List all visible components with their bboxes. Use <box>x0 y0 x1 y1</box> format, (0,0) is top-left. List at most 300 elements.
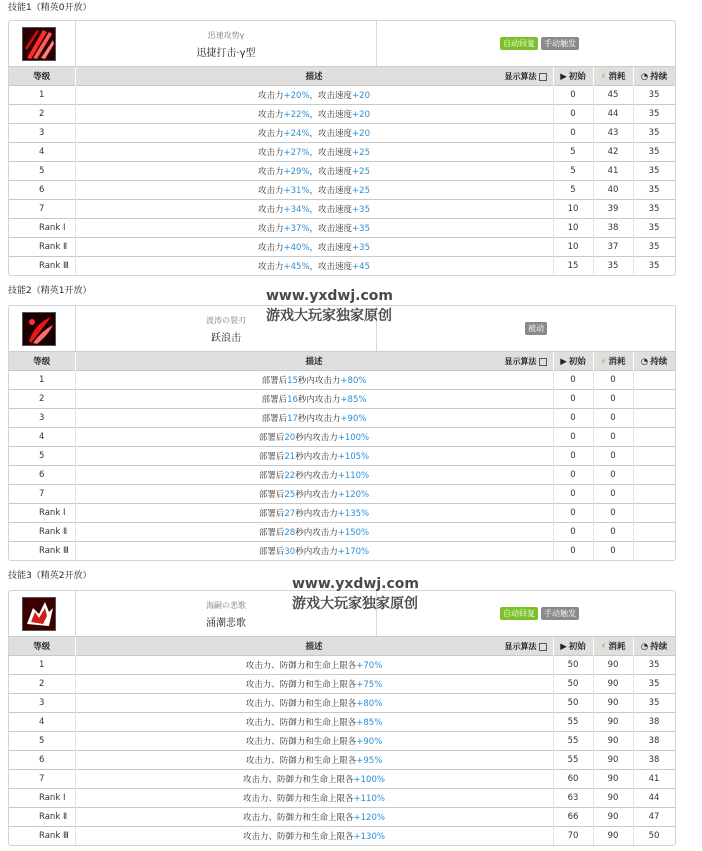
table-row <box>9 371 675 390</box>
skill-icon-cell <box>9 21 76 66</box>
value-highlight: 20 <box>284 433 296 443</box>
cost-cell: 90 <box>593 827 633 846</box>
value-highlight: 25 <box>284 490 296 500</box>
description-cell <box>75 200 553 219</box>
sea-beast-icon <box>22 597 56 631</box>
cost-cell: 0 <box>593 542 633 561</box>
column-init-label: 初始 <box>568 72 586 82</box>
description-text: 秒内攻击力 <box>295 471 338 481</box>
description-text: 攻击力、防御力和生命上限各 <box>245 661 357 671</box>
column-duration <box>633 352 675 371</box>
value-highlight: +24% <box>283 129 310 139</box>
dur-cell <box>633 447 675 466</box>
column-init <box>553 67 593 86</box>
description-cell <box>75 371 553 390</box>
cost-cell: 90 <box>593 789 633 808</box>
level-cell: 5 <box>9 732 75 751</box>
skill-header <box>9 21 675 67</box>
value-highlight: +34% <box>283 205 310 215</box>
description-cell <box>75 181 553 200</box>
dur-cell <box>633 466 675 485</box>
description-text: 秒内攻击力 <box>297 414 341 424</box>
description-cell <box>75 732 553 751</box>
dur-cell: 41 <box>633 770 675 789</box>
skill-table <box>9 352 676 560</box>
description-text: 秒内攻击力 <box>295 528 338 538</box>
value-highlight: +130% <box>353 832 385 842</box>
value-highlight: +120% <box>337 490 370 500</box>
description-text: 秒内攻击力 <box>295 433 338 443</box>
description-text: ，攻击速度 <box>309 186 353 196</box>
column-desc-label: 描述 <box>305 357 323 367</box>
table-row <box>9 656 675 675</box>
init-cell: 55 <box>553 713 593 732</box>
level-cell: 2 <box>9 675 75 694</box>
init-cell: 50 <box>553 694 593 713</box>
description-text: 攻击力 <box>258 129 284 139</box>
level-cell: Rank Ⅲ <box>9 827 75 846</box>
column-duration <box>633 637 675 656</box>
level-cell: Rank Ⅰ <box>9 789 75 808</box>
level-cell: Rank Ⅱ <box>9 808 75 827</box>
column-cost-label: 消耗 <box>608 72 626 82</box>
description-cell <box>75 694 553 713</box>
column-desc <box>75 67 553 86</box>
dur-cell: 47 <box>633 808 675 827</box>
description-text: 攻击力 <box>258 91 284 101</box>
init-cell: 0 <box>553 371 593 390</box>
table-row <box>9 428 675 447</box>
init-cell: 0 <box>553 124 593 143</box>
table-row <box>9 694 675 713</box>
init-cell: 0 <box>553 86 593 105</box>
show-algorithm-toggle[interactable] <box>505 356 547 367</box>
description-text: ，攻击速度 <box>309 91 353 101</box>
value-highlight: +25 <box>352 186 370 196</box>
description-text: ，攻击速度 <box>309 148 353 158</box>
cost-cell: 0 <box>593 466 633 485</box>
value-highlight: 17 <box>287 414 298 424</box>
description-text: 攻击力、防御力和生命上限各 <box>245 737 357 747</box>
cost-cell: 39 <box>593 200 633 219</box>
init-cell: 10 <box>553 200 593 219</box>
value-highlight: +100% <box>337 433 370 443</box>
level-cell: Rank Ⅱ <box>9 523 75 542</box>
level-cell: 2 <box>9 390 75 409</box>
init-cell: 55 <box>553 751 593 770</box>
table-row <box>9 200 675 219</box>
table-row <box>9 86 675 105</box>
table-row <box>9 713 675 732</box>
description-text: 攻击力 <box>258 224 284 234</box>
cost-cell: 0 <box>593 428 633 447</box>
description-cell <box>75 390 553 409</box>
cost-cell: 90 <box>593 732 633 751</box>
cost-cell: 90 <box>593 713 633 732</box>
column-desc-label: 描述 <box>305 642 323 652</box>
dur-cell <box>633 409 675 428</box>
dur-cell: 44 <box>633 789 675 808</box>
table-row <box>9 675 675 694</box>
description-cell <box>75 827 553 846</box>
show-algorithm-toggle[interactable] <box>505 71 547 82</box>
description-text: 攻击力、防御力和生命上限各 <box>245 718 357 728</box>
cost-cell: 42 <box>593 143 633 162</box>
lightning-icon: ⚡ <box>600 356 607 367</box>
watermark <box>266 286 393 326</box>
level-cell: 4 <box>9 713 75 732</box>
init-cell: 0 <box>553 447 593 466</box>
description-text: 攻击力 <box>258 262 284 272</box>
table-row <box>9 143 675 162</box>
column-level: 等级 <box>9 67 75 86</box>
description-cell <box>75 656 553 675</box>
dur-cell: 35 <box>633 105 675 124</box>
value-highlight: +20 <box>352 110 370 120</box>
description-text: 秒内攻击力 <box>295 547 338 557</box>
skill-name: 涌潮悲歌 <box>206 618 246 629</box>
description-text: 攻击力、防御力和生命上限各 <box>243 832 354 842</box>
skill-subtitle: 迅速攻势γ <box>207 31 245 40</box>
table-row <box>9 390 675 409</box>
table-row <box>9 409 675 428</box>
value-highlight: +85% <box>356 718 383 728</box>
cost-cell: 37 <box>593 238 633 257</box>
description-cell <box>75 162 553 181</box>
level-cell: 1 <box>9 371 75 390</box>
description-text: 攻击力 <box>258 205 284 215</box>
cost-cell: 0 <box>593 523 633 542</box>
cost-cell: 45 <box>593 86 633 105</box>
value-highlight: +110% <box>353 794 385 804</box>
skill-tags <box>500 37 579 50</box>
value-highlight: +37% <box>283 224 310 234</box>
skill-name: 跃浪击 <box>211 333 241 344</box>
table-row <box>9 523 675 542</box>
description-cell <box>75 713 553 732</box>
tag-manual-trigger: 手动触发 <box>541 607 579 620</box>
dur-cell: 35 <box>633 181 675 200</box>
dur-cell: 35 <box>633 675 675 694</box>
table-row <box>9 808 675 827</box>
column-duration-label: 持续 <box>650 72 668 82</box>
description-cell <box>75 86 553 105</box>
value-highlight: 22 <box>284 471 296 481</box>
column-init <box>553 352 593 371</box>
value-highlight: +29% <box>283 167 310 177</box>
clock-icon: ◔ <box>640 356 649 367</box>
value-highlight: +45 <box>352 262 370 272</box>
table-row <box>9 181 675 200</box>
cost-cell: 40 <box>593 181 633 200</box>
column-init-label: 初始 <box>568 357 586 367</box>
value-highlight: +20% <box>283 91 310 101</box>
level-cell: Rank Ⅰ <box>9 504 75 523</box>
dur-cell <box>633 371 675 390</box>
cost-cell: 0 <box>593 447 633 466</box>
value-highlight: +22% <box>283 110 310 120</box>
level-cell: 7 <box>9 770 75 789</box>
value-highlight: +70% <box>356 661 383 671</box>
level-cell: Rank Ⅰ <box>9 219 75 238</box>
show-algorithm-checkbox[interactable] <box>539 643 547 651</box>
description-text: 部署后 <box>258 509 285 519</box>
tag-manual-trigger: 手动触发 <box>541 37 579 50</box>
description-cell <box>75 219 553 238</box>
description-cell <box>75 770 553 789</box>
value-highlight: +85% <box>340 395 367 405</box>
blade-wave-icon <box>22 312 56 346</box>
value-highlight: 27 <box>284 509 296 519</box>
level-cell: 1 <box>9 86 75 105</box>
dur-cell: 35 <box>633 162 675 181</box>
description-text: ，攻击速度 <box>309 167 353 177</box>
level-cell: 6 <box>9 181 75 200</box>
level-cell: 4 <box>9 428 75 447</box>
description-cell <box>75 428 553 447</box>
init-cell: 0 <box>553 466 593 485</box>
description-text: 攻击力、防御力和生命上限各 <box>245 756 357 766</box>
description-cell <box>75 466 553 485</box>
value-highlight: +25 <box>352 167 370 177</box>
init-cell: 10 <box>553 238 593 257</box>
description-text: 攻击力、防御力和生命上限各 <box>243 794 354 804</box>
level-cell: Rank Ⅲ <box>9 257 75 276</box>
value-highlight: +35 <box>352 243 370 253</box>
skill-table <box>9 67 676 275</box>
level-cell: 7 <box>9 200 75 219</box>
column-duration-label: 持续 <box>650 642 668 652</box>
skill-icon-cell <box>9 306 76 351</box>
description-cell <box>75 789 553 808</box>
description-text: 攻击力 <box>258 110 284 120</box>
show-algorithm-toggle[interactable] <box>505 641 547 652</box>
dur-cell: 35 <box>633 124 675 143</box>
column-duration <box>633 67 675 86</box>
cost-cell: 35 <box>593 257 633 276</box>
dur-cell <box>633 428 675 447</box>
tag-passive: 被动 <box>525 322 547 335</box>
description-cell <box>75 238 553 257</box>
clock-icon: ◔ <box>640 71 649 82</box>
description-text: 秒内攻击力 <box>297 395 341 405</box>
skill-table <box>9 637 676 845</box>
level-cell: 3 <box>9 694 75 713</box>
value-highlight: 30 <box>284 547 296 557</box>
dur-cell: 35 <box>633 219 675 238</box>
cost-cell: 0 <box>593 371 633 390</box>
value-highlight: +35 <box>352 205 370 215</box>
column-desc <box>75 637 553 656</box>
description-text: 攻击力、防御力和生命上限各 <box>245 699 357 709</box>
description-text: 部署后 <box>261 376 288 386</box>
description-cell <box>75 751 553 770</box>
description-cell <box>75 257 553 276</box>
table-row <box>9 162 675 181</box>
cost-cell: 44 <box>593 105 633 124</box>
level-cell: 2 <box>9 105 75 124</box>
level-cell: 1 <box>9 656 75 675</box>
cost-cell: 0 <box>593 485 633 504</box>
table-row <box>9 789 675 808</box>
init-cell: 5 <box>553 162 593 181</box>
tag-auto-recovery: 自动回复 <box>500 607 538 620</box>
play-icon: ▶ <box>560 71 567 82</box>
skill-title: 技能3（精英2开放） <box>8 571 92 581</box>
level-cell: 5 <box>9 162 75 181</box>
value-highlight: +80% <box>356 699 383 709</box>
description-text: 秒内攻击力 <box>295 452 338 462</box>
watermark-url: www.yxdwj.com <box>292 576 419 592</box>
cost-cell: 0 <box>593 390 633 409</box>
column-init-label: 初始 <box>568 642 586 652</box>
description-text: ，攻击速度 <box>309 262 353 272</box>
watermark <box>292 574 419 614</box>
init-cell: 0 <box>553 485 593 504</box>
value-highlight: 21 <box>284 452 296 462</box>
show-algorithm-label: 显示算法 <box>504 642 537 651</box>
init-cell: 5 <box>553 181 593 200</box>
dur-cell: 50 <box>633 827 675 846</box>
column-cost <box>593 352 633 371</box>
watermark-url: www.yxdwj.com <box>266 288 393 304</box>
value-highlight: +35 <box>352 224 370 234</box>
cost-cell: 41 <box>593 162 633 181</box>
lightning-icon: ⚡ <box>600 641 607 652</box>
skill-icon-cell <box>9 591 76 636</box>
column-cost <box>593 67 633 86</box>
skill-name-cell <box>76 21 377 66</box>
dur-cell: 35 <box>633 238 675 257</box>
description-text: 攻击力 <box>258 148 284 158</box>
description-cell <box>75 143 553 162</box>
cost-cell: 90 <box>593 751 633 770</box>
value-highlight: +40% <box>283 243 310 253</box>
level-cell: 6 <box>9 751 75 770</box>
show-algorithm-label: 显示算法 <box>504 357 537 366</box>
table-row <box>9 466 675 485</box>
skill-title: 技能1（精英0开放） <box>8 3 92 13</box>
description-cell <box>75 409 553 428</box>
show-algorithm-checkbox[interactable] <box>539 358 547 366</box>
init-cell: 10 <box>553 219 593 238</box>
skill-subtitle: 海嗣の悲歌 <box>206 601 246 610</box>
level-cell: 6 <box>9 466 75 485</box>
description-cell <box>75 504 553 523</box>
level-cell: 7 <box>9 485 75 504</box>
description-cell <box>75 808 553 827</box>
column-desc <box>75 352 553 371</box>
show-algorithm-checkbox[interactable] <box>539 73 547 81</box>
level-cell: Rank Ⅱ <box>9 238 75 257</box>
value-highlight: +120% <box>353 813 385 823</box>
value-highlight: +20 <box>352 91 370 101</box>
value-highlight: +20 <box>352 129 370 139</box>
description-text: 秒内攻击力 <box>295 490 338 500</box>
value-highlight: +150% <box>337 528 370 538</box>
skill-card <box>8 590 676 846</box>
value-highlight: +31% <box>283 186 310 196</box>
skill-title: 技能2（精英1开放） <box>8 286 92 296</box>
init-cell: 50 <box>553 675 593 694</box>
tag-auto-recovery: 自动回复 <box>500 37 538 50</box>
skill-card <box>8 305 676 561</box>
dur-cell <box>633 542 675 561</box>
table-row <box>9 751 675 770</box>
table-row <box>9 504 675 523</box>
cost-cell: 0 <box>593 504 633 523</box>
init-cell: 5 <box>553 143 593 162</box>
skill-name: 迅捷打击·γ型 <box>196 48 256 59</box>
cost-cell: 90 <box>593 770 633 789</box>
level-cell: 5 <box>9 447 75 466</box>
cost-cell: 0 <box>593 409 633 428</box>
description-text: 部署后 <box>261 395 288 405</box>
table-row <box>9 542 675 561</box>
description-cell <box>75 523 553 542</box>
cost-cell: 90 <box>593 656 633 675</box>
dur-cell: 35 <box>633 200 675 219</box>
init-cell: 66 <box>553 808 593 827</box>
skill-tags <box>500 607 579 620</box>
skill-card <box>8 20 676 276</box>
cost-cell: 90 <box>593 808 633 827</box>
description-cell <box>75 124 553 143</box>
play-icon: ▶ <box>560 641 567 652</box>
description-text: 攻击力 <box>258 186 284 196</box>
dur-cell <box>633 390 675 409</box>
table-row <box>9 124 675 143</box>
init-cell: 15 <box>553 257 593 276</box>
dur-cell: 38 <box>633 713 675 732</box>
description-cell <box>75 542 553 561</box>
description-cell <box>75 105 553 124</box>
table-row <box>9 732 675 751</box>
init-cell: 0 <box>553 523 593 542</box>
value-highlight: 16 <box>287 395 298 405</box>
skill-subtitle: 波涛の裂刃 <box>206 316 246 325</box>
description-text: 攻击力、防御力和生命上限各 <box>243 813 354 823</box>
init-cell: 50 <box>553 656 593 675</box>
skill-tags <box>525 322 547 335</box>
description-text: ，攻击速度 <box>309 110 353 120</box>
dur-cell: 35 <box>633 86 675 105</box>
clock-icon: ◔ <box>640 641 649 652</box>
description-text: 攻击力 <box>258 243 284 253</box>
table-row <box>9 238 675 257</box>
description-text: ，攻击速度 <box>309 243 353 253</box>
level-cell: Rank Ⅲ <box>9 542 75 561</box>
description-text: 部署后 <box>258 452 285 462</box>
init-cell: 60 <box>553 770 593 789</box>
description-text: ，攻击速度 <box>309 205 353 215</box>
column-cost-label: 消耗 <box>608 642 626 652</box>
value-highlight: +170% <box>337 547 370 557</box>
value-highlight: +75% <box>356 680 383 690</box>
level-cell: 4 <box>9 143 75 162</box>
init-cell: 0 <box>553 105 593 124</box>
show-algorithm-label: 显示算法 <box>504 72 537 81</box>
sword-slash-icon <box>22 27 56 61</box>
description-text: 部署后 <box>261 414 288 424</box>
value-highlight: +80% <box>340 376 367 386</box>
dur-cell: 35 <box>633 694 675 713</box>
table-row <box>9 770 675 789</box>
description-text: 部署后 <box>258 547 285 557</box>
description-text: 部署后 <box>258 528 285 538</box>
description-text: 秒内攻击力 <box>295 509 338 519</box>
value-highlight: 15 <box>287 376 298 386</box>
